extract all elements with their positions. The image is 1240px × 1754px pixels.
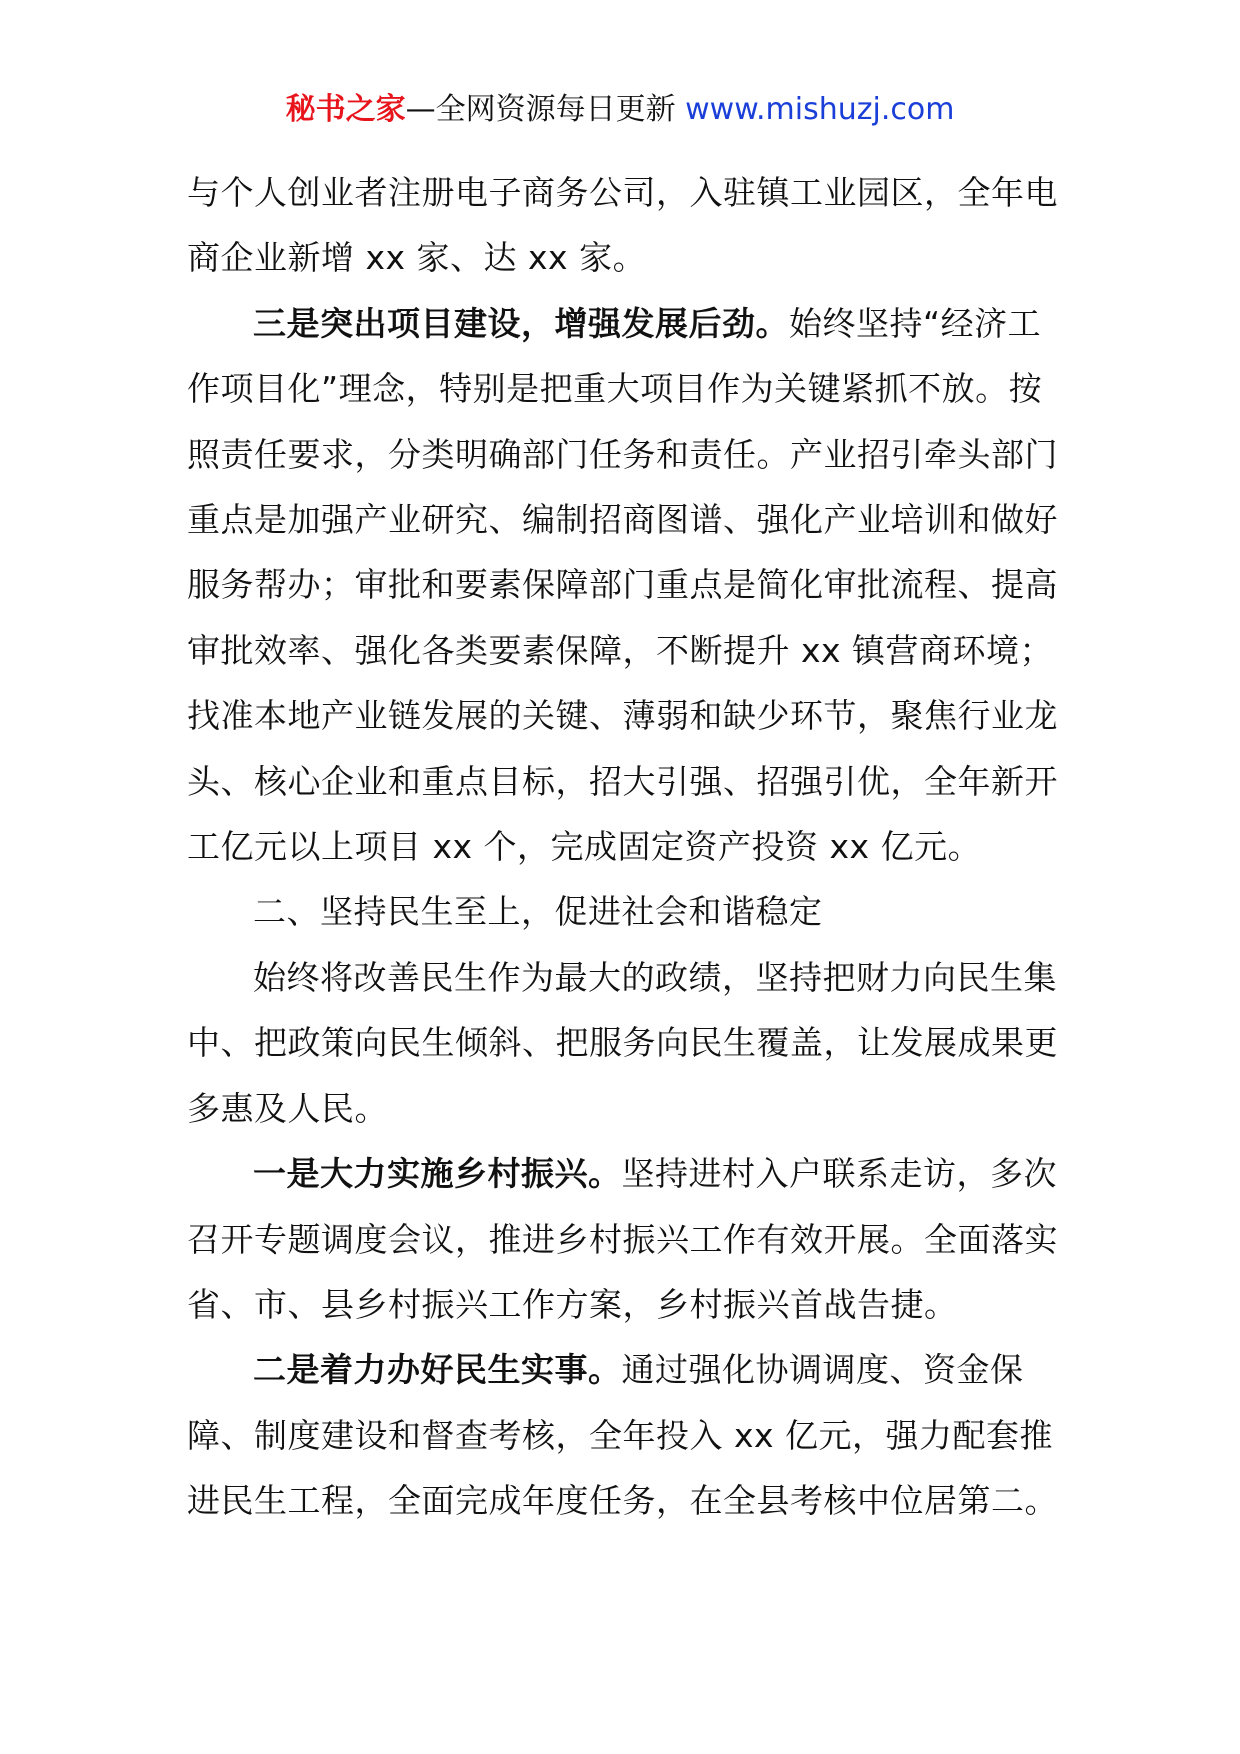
paragraph-project-construction bbox=[187, 291, 1067, 880]
paragraph-lead: 三是突出项目建设，增强发展后劲。 bbox=[253, 303, 789, 343]
paragraph-text: 坚持进村入户联系走访，多次召开专题调度会议，推进乡村振兴工作有效开展。全面落实省、市、县乡村振兴工作方案，乡村振兴首战告捷。 bbox=[187, 1154, 1058, 1324]
section-heading bbox=[187, 879, 1067, 944]
paragraph-text: 始终将改善民生作为最大的政绩，坚持把财力向民生集中、把政策向民生倾斜、把服务向民生覆盖，让发展成果更多惠及人民。 bbox=[187, 957, 1058, 1128]
paragraph-text: 通过强化协调调度、资金保障、制度建设和督查考核，全年投入 xx 亿元，强力配套推进民生工程，全面完成年度任务，在全县考核中位居第二。 bbox=[187, 1350, 1058, 1521]
paragraph-livelihood-intro bbox=[187, 945, 1067, 1141]
paragraph-continuation bbox=[187, 160, 1067, 291]
page-header bbox=[0, 86, 1240, 134]
brand-name: 秘书之家 bbox=[285, 92, 406, 127]
document-body bbox=[187, 160, 1067, 1534]
paragraph-lead: 二是着力办好民生实事。 bbox=[253, 1350, 622, 1390]
header-dash: — bbox=[405, 92, 436, 127]
paragraph-lead: 一是大力实施乡村振兴。 bbox=[253, 1154, 622, 1194]
site-url-link[interactable]: www.mishuzj.com bbox=[685, 92, 955, 127]
header-slogan: 全网资源每日更新 bbox=[435, 92, 686, 127]
paragraph-livelihood-projects bbox=[187, 1337, 1067, 1533]
paragraph-text: 始终坚持“经济工作项目化”理念，特别是把重大项目作为关键紧抓不放。按照责任要求，分类明确部门任务和责任。产业招引牵头部门重点是加强产业研究、编制招商图谱、强化产业培训和做好服务帮办；审批和要素保障部门重点是简化审批流程、提高审批效率、强化各类要素保障，不断提升 xx 镇营商环境；找准本地产业链发展的关键、薄弱和缺少环节，聚焦行业龙头、核心企业和重点目标，招大引强、招强引优，全年新开工亿元以上项目 xx 个，完成固定资产投资 xx 亿元。 bbox=[187, 303, 1058, 867]
paragraph-rural-revitalization bbox=[187, 1141, 1067, 1337]
section-heading-text: 二、坚持民生至上，促进社会和谐稳定 bbox=[253, 892, 823, 932]
paragraph-text: 与个人创业者注册电子商务公司，入驻镇工业园区，全年电商企业新增 xx 家、达 xx 家。 bbox=[187, 173, 1058, 278]
